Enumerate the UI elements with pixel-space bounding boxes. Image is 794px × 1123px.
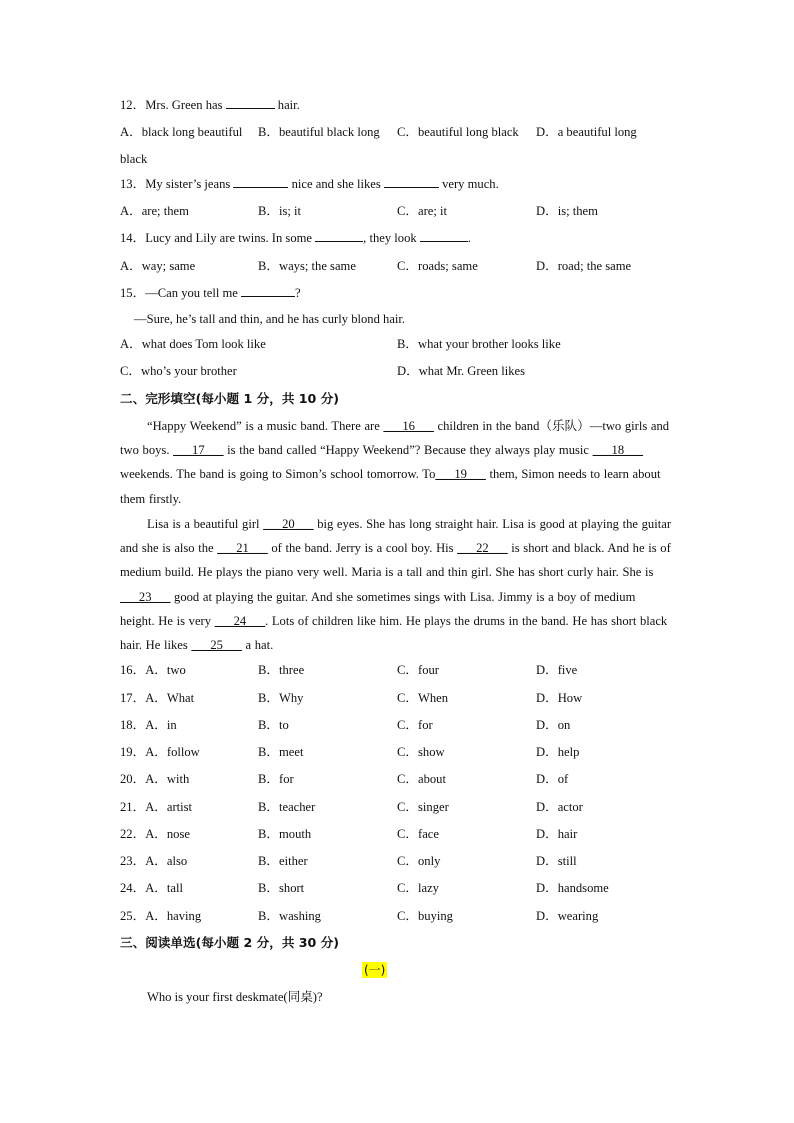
cloze-option-c: C．When	[397, 691, 449, 705]
cloze-option-b: B．for	[258, 772, 294, 786]
cloze-blank-18: ___18___	[592, 443, 644, 458]
question-15-stem: 15．—Can you tell me ?	[120, 286, 301, 300]
q12-option-d: D．a beautiful long	[536, 125, 637, 139]
q15-option-b: B．what your brother looks like	[397, 337, 561, 351]
answer-blank	[420, 230, 468, 242]
question-12-stem: 12．Mrs. Green has hair.	[120, 98, 300, 112]
cloze-option-d: D．wearing	[536, 909, 599, 923]
q13-option-c: C．are; it	[397, 204, 448, 218]
cloze-option-c: C．singer	[397, 800, 449, 814]
question-15-reply: —Sure, he’s tall and thin, and he has curly blond hair.	[134, 312, 406, 326]
reading-passage-first-line: Who is your first deskmate(同桌)?	[147, 990, 323, 1004]
cloze-option-d: D．of	[536, 772, 569, 786]
q12-option-b: B．beautiful black long	[258, 125, 380, 139]
cloze-option-c: C．about	[397, 772, 446, 786]
cloze-option-d: D．handsome	[536, 881, 609, 895]
cloze-option-c: C．face	[397, 827, 439, 841]
cloze-option-c: C．only	[397, 854, 441, 868]
cloze-option-b: B．to	[258, 718, 289, 732]
cloze-blank-25: ___25___	[191, 638, 242, 653]
section-heading-cloze: 二、完形填空(每小题 1 分，共 10 分)	[120, 391, 340, 406]
answer-blank	[233, 176, 288, 188]
answer-blank	[226, 97, 275, 109]
cloze-option-c: C．lazy	[397, 881, 439, 895]
cloze-option-b: B．meet	[258, 745, 304, 759]
cloze-option-c: C．for	[397, 718, 433, 732]
cloze-option-d: D．on	[536, 718, 571, 732]
answer-blank	[241, 285, 295, 297]
cloze-paragraph-2: Lisa is a beautiful girl ___20___ big eyes. She has long straight hair. Lisa is good at playing the guitar and she is also the ___21___ of the band. Jerry is a cool boy. His ___22___ is short and black. And he is of medium build. He plays the piano very well. Maria is a tall and thin girl. She has short curly hair. She is ___23___ good at playing the guitar. And she sometimes sings with Lisa. Jimmy is a boy of medium height. He is very ___24___. Lots of children like him. He plays the drums in the band. He has short black hair. He likes ___25___ a hat.	[120, 517, 672, 653]
cloze-option-b: B．three	[258, 663, 305, 677]
question-14-stem: 14．Lucy and Lily are twins. In some , they look .	[120, 231, 471, 245]
cloze-option-b: B．Why	[258, 691, 304, 705]
cloze-blank-24: ___24___	[214, 613, 266, 628]
q15-option-a: A．what does Tom look like	[120, 337, 266, 351]
cloze-option-a: 24．A．tall	[120, 881, 183, 895]
answer-blank	[315, 230, 363, 242]
q13-option-a: A．are; them	[120, 204, 189, 218]
answer-blank	[384, 176, 439, 188]
cloze-blank-22: ___22___	[457, 541, 508, 556]
cloze-option-b: B．either	[258, 854, 308, 868]
cloze-option-d: D．actor	[536, 800, 583, 814]
cloze-option-d: D．five	[536, 663, 578, 677]
cloze-option-a: 17．A．What	[120, 691, 195, 705]
q13-option-d: D．is; them	[536, 204, 598, 218]
cloze-paragraph-1: “Happy Weekend” is a music band. There are ___16___ children in the band（乐队）—two girls and two boys. ___17___ is the band called “Happy Weekend”? Because they always play music ___18___ weekends. The band is going to Simon’s school tomorrow. To___19___ them, Simon needs to learn about them firstly.	[120, 419, 670, 506]
q14-option-a: A．way; same	[120, 259, 196, 273]
cloze-blank-20: ___20___	[263, 517, 314, 531]
cloze-option-a: 18．A．in	[120, 718, 177, 732]
q12-option-c: C．beautiful long black	[397, 125, 519, 139]
cloze-blank-19: ___19___	[435, 467, 486, 482]
cloze-option-a: 25．A．having	[120, 909, 202, 923]
cloze-option-d: D．How	[536, 691, 583, 705]
q12-option-d-continued: black	[120, 152, 148, 166]
cloze-option-a: 20．A．with	[120, 772, 190, 786]
cloze-option-d: D．help	[536, 745, 580, 759]
cloze-option-b: B．washing	[258, 909, 321, 923]
cloze-option-b: B．short	[258, 881, 305, 895]
cloze-option-d: D．hair	[536, 827, 578, 841]
cloze-option-d: D．still	[536, 854, 577, 868]
cloze-blank-23: ___23___	[120, 589, 171, 604]
cloze-option-b: B．teacher	[258, 800, 316, 814]
q15-option-d: D．what Mr. Green likes	[397, 364, 526, 378]
q14-option-c: C．roads; same	[397, 259, 478, 273]
cloze-option-a: 19．A．follow	[120, 745, 200, 759]
question-13-stem: 13．My sister’s jeans nice and she likes very much.	[120, 177, 499, 191]
cloze-option-c: C．four	[397, 663, 439, 677]
cloze-blank-21: ___21___	[217, 541, 268, 556]
cloze-option-a: 16．A．two	[120, 663, 186, 677]
passage-part-label: (一)	[364, 963, 386, 977]
q14-option-d: D．road; the same	[536, 259, 632, 273]
cloze-option-a: 22．A．nose	[120, 827, 190, 841]
cloze-option-c: C．buying	[397, 909, 453, 923]
cloze-blank-16: ___16___	[383, 419, 434, 433]
cloze-option-a: 21．A．artist	[120, 800, 193, 814]
q12-option-a: A．black long beautiful	[120, 125, 243, 139]
q13-option-b: B．is; it	[258, 204, 302, 218]
cloze-blank-17: ___17___	[173, 443, 224, 458]
section-heading-reading: 三、阅读单选(每小题 2 分，共 30 分)	[120, 935, 340, 950]
cloze-option-b: B．mouth	[258, 827, 312, 841]
cloze-option-c: C．show	[397, 745, 445, 759]
cloze-option-a: 23．A．also	[120, 854, 188, 868]
q14-option-b: B．ways; the same	[258, 259, 356, 273]
q15-option-c: C．who’s your brother	[120, 364, 237, 378]
